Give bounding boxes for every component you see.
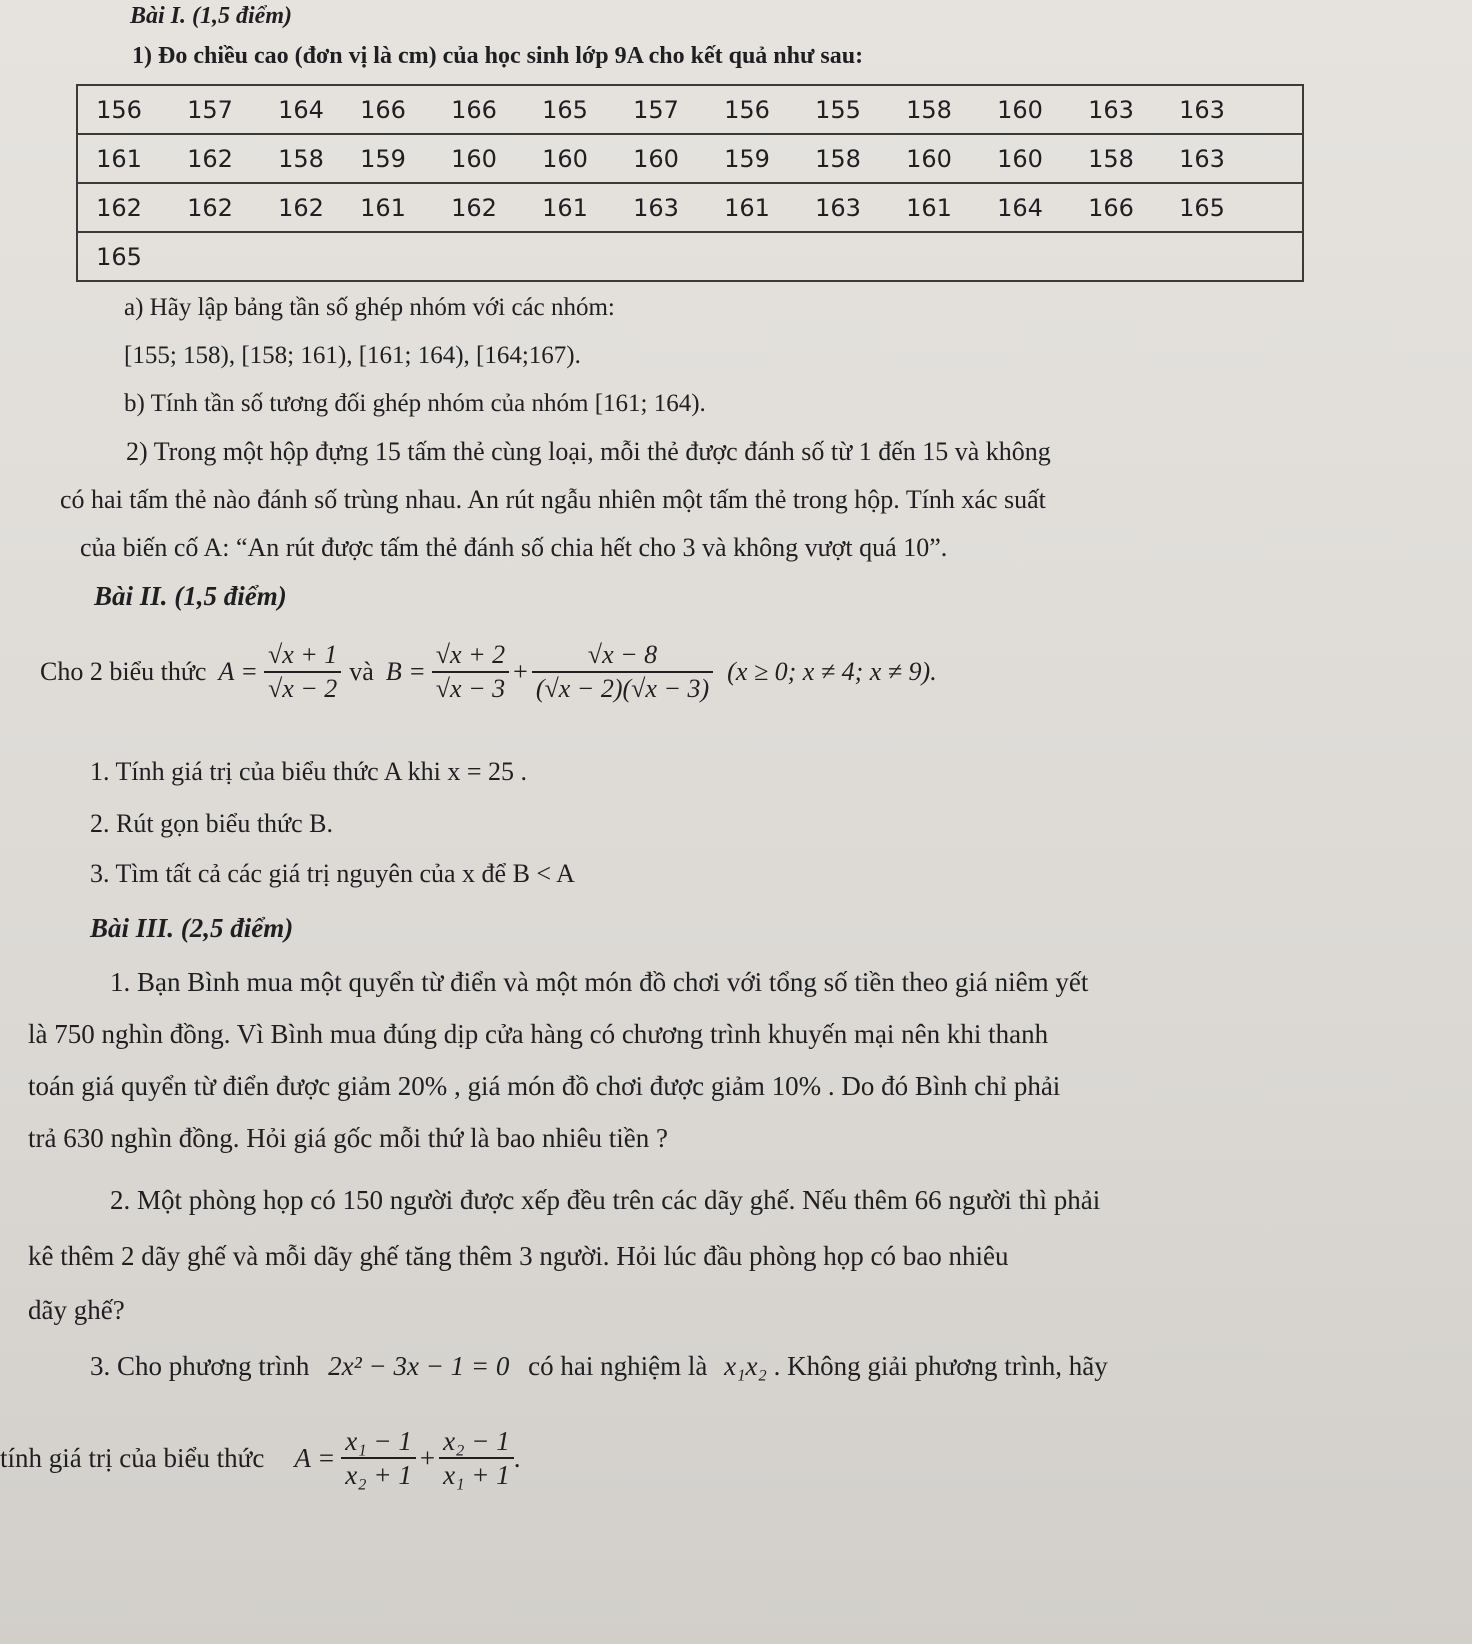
- table-row: [77, 183, 1303, 232]
- bai3-q3-line1: [90, 1350, 1108, 1382]
- bai2-q2: 2. Rút gọn biểu thức B.: [90, 809, 334, 838]
- bai1-q1b: b) Tính tần số tương đối ghép nhóm của nhóm [161; 164).: [124, 390, 706, 417]
- bai3-q2-line2: kê thêm 2 dãy ghế và mỗi dãy ghế tăng thêm 3 người. Hỏi lúc đầu phòng họp có bao nhiêu: [28, 1241, 1009, 1271]
- table-cell: 165: [1179, 193, 1225, 222]
- expr-b-fraction-2: [532, 639, 713, 705]
- bai3-q2-line3: dãy ghế?: [28, 1295, 125, 1325]
- table-cell: 166: [360, 95, 406, 124]
- table-cell: 161: [542, 193, 588, 222]
- expr-a2-fraction-1: [341, 1425, 416, 1491]
- expr-a2-lhs: A =: [294, 1443, 336, 1473]
- table-cell: 158: [815, 144, 861, 173]
- bai2-expressions: [40, 630, 937, 714]
- bai1-q1a-groups: [155; 158), [158; 161), [161; 164), [164;167).: [124, 342, 581, 369]
- table-cell: 162: [278, 193, 324, 222]
- table-row: [77, 232, 1303, 281]
- table-cell: 163: [1179, 144, 1225, 173]
- table-cell: 161: [360, 193, 406, 222]
- table-cell: 157: [187, 95, 233, 124]
- table-cell: 163: [1088, 95, 1134, 124]
- table-cell: 160: [451, 144, 497, 173]
- height-table: [76, 84, 1304, 282]
- bai1-title: Bài I. (1,5 điểm): [130, 3, 292, 29]
- table-cell: 162: [187, 144, 233, 173]
- expr-b2-numerator: √x − 8: [532, 639, 713, 673]
- bai3-q3-post: . Không giải phương trình, hãy: [773, 1351, 1108, 1381]
- expr-a2-fraction-2: [439, 1425, 514, 1491]
- expr-b1-denominator: √x − 3: [435, 674, 506, 703]
- table-cell: 159: [724, 144, 770, 173]
- bai1-q2-line2: có hai tấm thẻ nào đánh số trùng nhau. An rút ngẫu nhiên một tấm thẻ trong hộp. Tính xác suất: [60, 485, 1046, 514]
- table-cell: 166: [451, 95, 497, 124]
- table-cell: 156: [96, 95, 142, 124]
- table-row: [77, 85, 1303, 134]
- table-cell: 160: [997, 144, 1043, 173]
- bai2-title: Bài II. (1,5 điểm): [94, 581, 287, 611]
- table-cell: 162: [451, 193, 497, 222]
- expr-b1-numerator: √x + 2: [432, 639, 509, 673]
- table-cell: 158: [906, 95, 952, 124]
- table-cell: 160: [997, 95, 1043, 124]
- table-cell: 160: [542, 144, 588, 173]
- bai3-q1-line3: toán giá quyển từ điển được giảm 20% , giá món đồ chơi được giảm 10% . Do đó Bình chỉ phải: [28, 1071, 1061, 1101]
- table-cell: 161: [96, 144, 142, 173]
- quadratic-equation: 2x² − 3x − 1 = 0: [328, 1351, 510, 1381]
- expr-a-fraction: [264, 639, 341, 705]
- roots-symbol: x₁x₂: [724, 1351, 767, 1381]
- table-cell: 160: [906, 144, 952, 173]
- table-cell: 163: [633, 193, 679, 222]
- table-cell: 165: [542, 95, 588, 124]
- expr-a2-f2-numerator: x₂ − 1: [439, 1425, 514, 1459]
- bai3-q3-line2: tính giá trị của biểu thức A = $\frac{\text{x₁ − 1}}{\text{x₂ + 1}}$ + $\frac{\text{x₂ − 1}}{\text{x₁ + 1}}$ .: [0, 1426, 521, 1490]
- expr-a-numerator: √x + 1: [264, 639, 341, 673]
- table-row: [77, 134, 1303, 183]
- bai2-q3: 3. Tìm tất cả các giá trị nguyên của x để B < A: [90, 859, 575, 888]
- table-cell: 156: [724, 95, 770, 124]
- table-cell: 159: [360, 144, 406, 173]
- bai3-q3-pre: 3. Cho phương trình: [90, 1351, 310, 1381]
- table-cell: 163: [815, 193, 861, 222]
- bai3-q2-line1: 2. Một phòng họp có 150 người được xếp đều trên các dãy ghế. Nếu thêm 66 người thì phải: [110, 1185, 1101, 1215]
- table-cell: 158: [278, 144, 324, 173]
- table-cell: 161: [906, 193, 952, 222]
- bai2-q1: 1. Tính giá trị của biểu thức A khi x = 25 .: [90, 757, 527, 786]
- expr-a-denominator: √x − 2: [267, 674, 338, 703]
- table-cell: 155: [815, 95, 861, 124]
- domain-condition: (x ≥ 0; x ≠ 4; x ≠ 9).: [727, 657, 937, 686]
- expr-a2-f1-numerator: x₁ − 1: [341, 1425, 416, 1459]
- table-cell: 162: [96, 193, 142, 222]
- table-cell: 162: [187, 193, 233, 222]
- table-cell: 161: [724, 193, 770, 222]
- bai1-q1-intro: 1) Đo chiều cao (đơn vị là cm) của học sinh lớp 9A cho kết quả như sau:: [132, 43, 864, 69]
- bai1-q1a: a) Hãy lập bảng tần số ghép nhóm với các nhóm:: [124, 294, 615, 321]
- bai3-q3-mid: có hai nghiệm là: [528, 1351, 708, 1381]
- bai3-q1-line4: trả 630 nghìn đồng. Hỏi giá gốc mỗi thứ là bao nhiêu tiền ?: [28, 1123, 669, 1153]
- bai3-q1-line2: là 750 nghìn đồng. Vì Bình mua đúng dịp cửa hàng có chương trình khuyến mại nên khi thanh: [28, 1019, 1049, 1049]
- table-cell: 164: [997, 193, 1043, 222]
- bai3-title: Bài III. (2,5 điểm): [90, 913, 294, 943]
- table-cell: 164: [278, 95, 324, 124]
- conjunction-va: và: [349, 657, 374, 686]
- expr-a2-f1-denominator: x₂ + 1: [345, 1460, 412, 1490]
- expr-a2-f2-denominator: x₁ + 1: [443, 1460, 510, 1490]
- bai3-q3-l2-text: tính giá trị của biểu thức: [0, 1443, 265, 1473]
- expr-b-fraction-1: [432, 639, 509, 705]
- table-cell: 160: [633, 144, 679, 173]
- plus-sign: +: [513, 657, 528, 686]
- bai2-intro: Cho 2 biểu thức: [40, 657, 207, 686]
- expr-b2-denominator: (√x − 2)(√x − 3): [535, 674, 710, 703]
- table-cell: 165: [96, 242, 142, 271]
- table-cell: 163: [1179, 95, 1225, 124]
- expr-a-lhs: A =: [218, 657, 258, 686]
- bai1-q2-line3: của biến cố A: “An rút được tấm thẻ đánh số chia hết cho 3 và không vượt quá 10”.: [80, 533, 948, 562]
- bai3-q1-line1: 1. Bạn Bình mua một quyển từ điển và một món đồ chơi với tổng số tiền theo giá niêm yết: [110, 967, 1089, 997]
- expr-b-lhs: B =: [385, 657, 426, 686]
- table-cell: 157: [633, 95, 679, 124]
- table-cell: 158: [1088, 144, 1134, 173]
- table-cell: 166: [1088, 193, 1134, 222]
- bai1-q2-line1: 2) Trong một hộp đựng 15 tấm thẻ cùng loại, mỗi thẻ được đánh số từ 1 đến 15 và không: [126, 437, 1051, 466]
